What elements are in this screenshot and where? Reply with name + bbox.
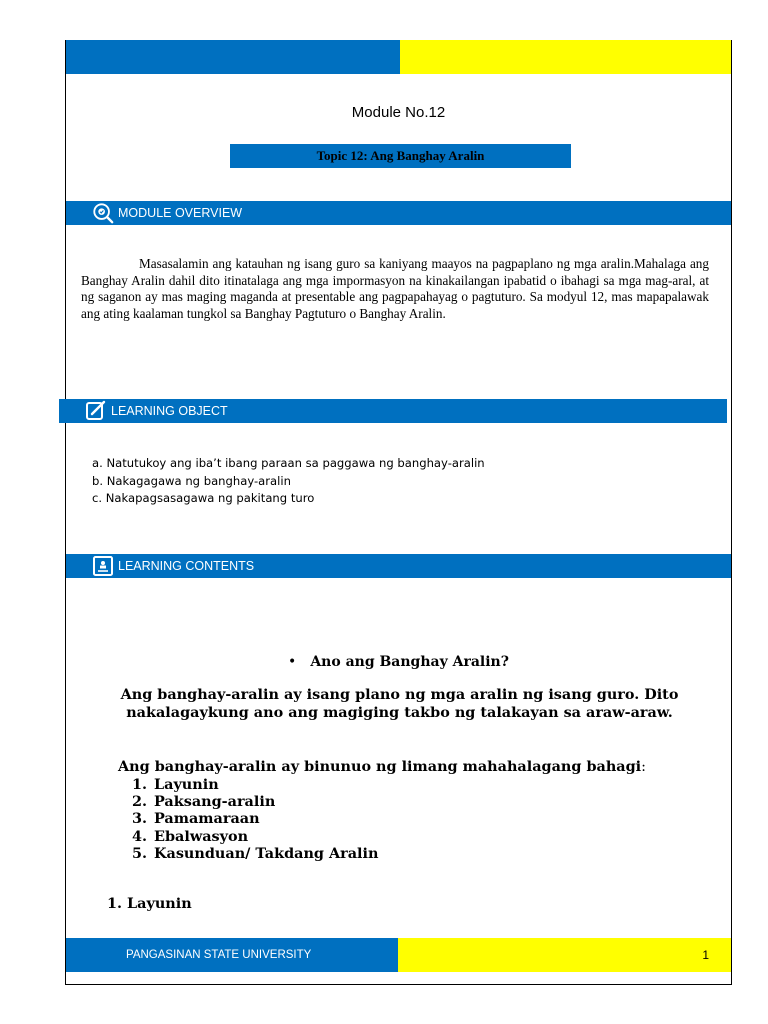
list-item <box>132 845 378 862</box>
objective-item: b. Nakagagawa ng banghay-aralin <box>92 473 291 488</box>
footer-university-name: PANGASINAN STATE UNIVERSITY <box>126 949 312 961</box>
question-text: Ano ang Banghay Aralin? <box>310 654 509 670</box>
edit-icon <box>85 400 107 422</box>
list-item-label: Kasunduan/ Takdang Aralin <box>154 844 379 862</box>
topic-title: Topic 12: Ang Banghay Aralin <box>316 148 485 163</box>
list-item <box>132 776 378 793</box>
objective-item: c. Nakapagsasagawa ng pakitang turo <box>92 491 315 505</box>
parts-lead-colon: : <box>641 759 647 775</box>
bullet-dot: • <box>288 654 297 670</box>
definition-line: nakalagaykung ano ang magiging takbo ng talakayan sa araw-araw. <box>126 704 673 721</box>
section-title-learning-object: LEARNING OBJECT <box>111 404 228 418</box>
header-color-bar <box>66 40 731 74</box>
list-item-label: Pamamaraan <box>154 810 260 828</box>
definition-line: Ang banghay-aralin ay isang plano ng mga aralin ng isang guro. Dito <box>120 686 679 703</box>
list-item-number: 5. <box>132 844 148 862</box>
question-heading <box>66 654 731 670</box>
header-blue-band <box>66 40 400 74</box>
footer-bar <box>66 938 731 972</box>
list-item-number: 3. <box>132 810 148 828</box>
parts-list <box>132 776 378 862</box>
list-item <box>132 810 378 827</box>
list-item-number: 1. <box>132 776 148 793</box>
list-item-number: 2. <box>132 793 148 811</box>
list-item-number: 4. <box>132 827 148 845</box>
section-title-learning-contents: LEARNING CONTENTS <box>118 559 255 573</box>
list-item-label: Layunin <box>154 776 219 793</box>
footer-yellow-band <box>398 938 731 972</box>
section-title-module-overview: MODULE OVERVIEW <box>118 206 243 220</box>
header-yellow-band <box>400 40 731 74</box>
list-item-label: Paksang-aralin <box>154 793 276 811</box>
section-bar-module-overview <box>66 201 731 225</box>
footer-blue-band <box>66 938 398 972</box>
document-icon <box>92 555 114 577</box>
module-number: Module No.12 <box>351 104 446 121</box>
overview-paragraph: Masasalamin ang katauhan ng isang guro sa kaniyang maayos na pagpaplano ng mga aralin.Mahalaga ang Banghay Aralin dahil dito itinatalaga ang mga impormasyon na kinakailangan ipabatid o ibahagi sa mga mag-aral, at ng saganon ay mas maging maganda at presentable ang pagpapahayag o pagtuturo. Sa modyul 12, mas mapapalawak ang ating kaalaman tungkol sa Banghay Pagtuturo o Banghay Aralin. <box>81 256 709 321</box>
list-item <box>132 828 378 845</box>
module-page <box>65 40 732 985</box>
list-item-label: Ebalwasyon <box>154 827 249 845</box>
parts-lead-label: Ang banghay-aralin ay binunuo ng limang mahahalagang bahagi <box>118 758 642 775</box>
definition-paragraph <box>86 686 713 722</box>
page-number: 1 <box>702 948 709 962</box>
search-icon <box>92 202 114 224</box>
section-bar-learning-contents <box>66 554 731 578</box>
parts-lead-text <box>118 758 646 775</box>
topic-title-box <box>230 144 571 168</box>
module-overview-text <box>81 256 709 322</box>
list-item <box>132 793 378 810</box>
objective-item: a. Natutukoy ang iba’t ibang paraan sa paggawa ng banghay-aralin <box>92 456 485 470</box>
section-bar-learning-object <box>59 399 727 423</box>
sub-heading-layunin: 1. Layunin <box>107 895 192 912</box>
objectives-list <box>92 455 485 508</box>
